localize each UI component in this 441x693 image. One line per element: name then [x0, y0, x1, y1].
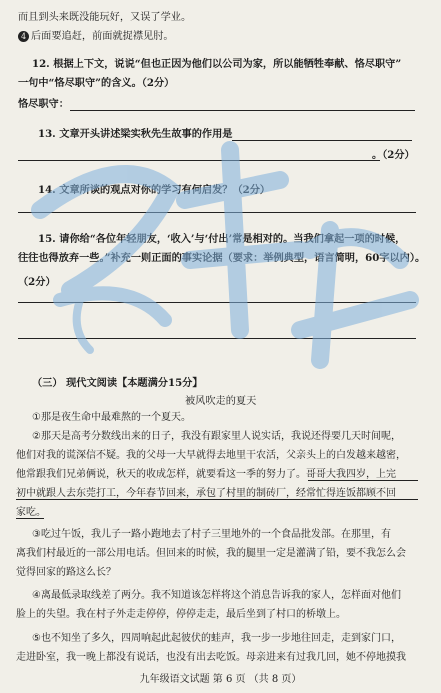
passage-p1: ①那是夜生命中最难熬的一个夏天。 — [32, 412, 191, 423]
q13-answer-line-2 — [18, 160, 380, 161]
carryover-line-2-text: 后面要追赶，前面就捉襟见肘。 — [31, 31, 174, 42]
q15-answer-line-1 — [18, 302, 416, 303]
q12-answer-label: 恪尽职守： — [18, 98, 69, 110]
q14-answer-line — [18, 212, 416, 213]
underline-mark-1 — [308, 480, 418, 481]
passage-p4-l1: ④离最低录取线差了两分。我不知道该怎样将这个消息告诉我的家人，怎样面对他们 — [32, 590, 401, 601]
passage-p3-l3: 觉得回家的路这么长？ — [16, 567, 116, 578]
passage-p3-l1: ③吃过午饭，我儿子一路小跑地去了村子三里地外的一个食品批发部。在那里，有 — [32, 529, 391, 540]
q12-line-2: 一句中“恪尽职守”的含义。（2分） — [18, 77, 175, 89]
passage-p2-l3: 他常跟我们兄弟俩说，秋天的收成怎样，就要看这一季的努力了。哥哥大我四岁，上完 — [16, 469, 396, 480]
q15-answer-line-2 — [18, 338, 416, 339]
section3-heading: （三） 现代文阅读【本题满分15分】 — [32, 377, 203, 389]
passage-p2-l1: ②那天是高考分数线出来的日子，我没有跟家里人说实话，我说还得要几天时间呢， — [32, 431, 401, 442]
passage-p3-l2: 离我们村最近的一部公用电话。但回来的时候，我的腿里一定是灌满了铅，要不我怎么会 — [16, 548, 406, 559]
passage-p2-l5: 家吃。 — [16, 507, 46, 518]
underline-mark-3 — [16, 518, 44, 519]
passage-p5-l2: 走进卧室，我一晚上都没有说话，也没有出去吃饭。母亲进来有过我几回，她不停地摸我 — [16, 652, 406, 663]
q15-line-2: 往往也得放弃一些。”补充一则正面的事实论据（要求：举例典型，语言简明，60字以内）。 — [18, 252, 426, 264]
q15-line-1: 15. 请你给“各位年轻朋友，‘收入’与‘付出’常是相对的。当我们拿起一项的时候， — [38, 233, 406, 245]
passage-p5-l1: ⑤也不知坐了多久，四周响起此起彼伏的蛙声，我一步一步地往回走，走到家门口， — [32, 633, 401, 644]
page-footer: 九年级语文试题 第 6 页 （共 8 页） — [139, 674, 302, 685]
q12-answer-line — [70, 110, 415, 111]
underline-mark-2 — [16, 499, 418, 500]
passage-p4-l2: 脸上的失望。我在村子外走走停停，停停走走，最后坐到了村口的桥墩上。 — [16, 609, 346, 620]
passage-p2-l2: 他们对我的谎深信不疑。我的父母一大早就得去地里干农活，父亲头上的白发越来越密， — [16, 450, 406, 461]
q12-line-1: 12. 根据上下文，说说“但也正因为他们以公司为家，所以能牺牲奉献、恪尽职守” — [32, 58, 402, 70]
passage-title: 被风吹走的夏天 — [185, 396, 257, 407]
carryover-line-1: 而且到头来既没能玩好，又误了学业。 — [18, 12, 192, 23]
q13-answer-line-1 — [232, 140, 412, 141]
q13-line-1: 13. 文章开头讲述梁实秋先生故事的作用是 — [38, 128, 233, 140]
carryover-line-2 — [18, 30, 174, 43]
q15-line-3: （2分） — [18, 276, 56, 288]
q13-score: 。（2分） — [372, 149, 415, 161]
q14-line-1: 14. 文章所谈的观点对你的学习有何启发？（2分） — [38, 184, 271, 196]
number-4-icon: 4 — [18, 31, 29, 42]
passage-p2-l4: 初中就跟人去东莞打工，今年春节回来，承包了村里的制砖厂，经常忙得连饭都顾不回 — [16, 488, 396, 499]
